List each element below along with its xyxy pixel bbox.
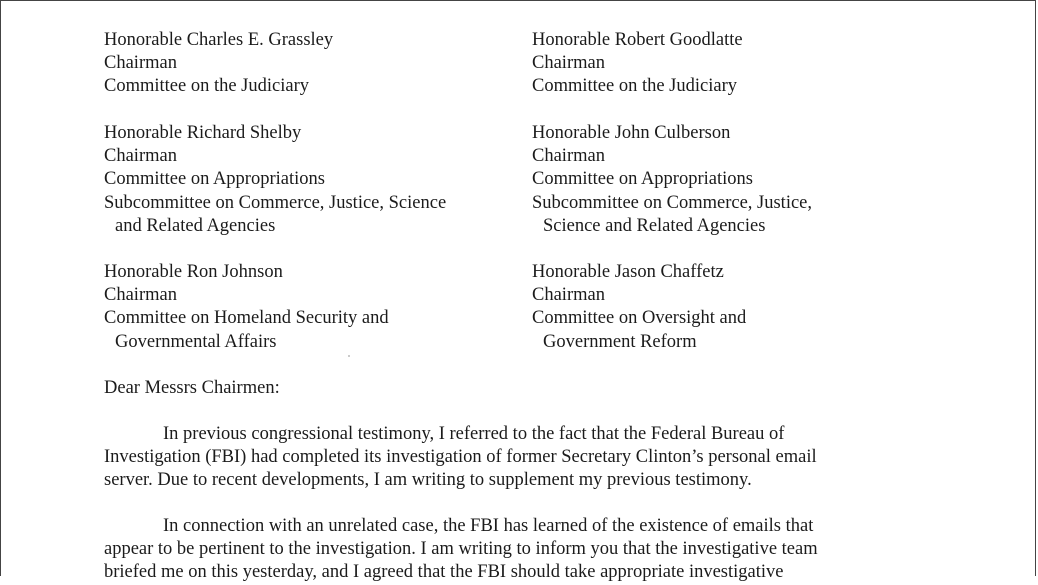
scan-speck	[348, 355, 350, 357]
addressee-committee: Committee on Appropriations	[532, 169, 753, 190]
addressee-subcommittee: Subcommittee on Commerce, Justice,	[532, 192, 813, 213]
salutation	[104, 377, 280, 400]
paragraph-line: appear to be pertinent to the investigation. I am writing to inform you that the investigative team	[104, 539, 818, 560]
salutation-text: Dear Messrs Chairmen:	[104, 378, 280, 398]
addressee-name: Honorable Jason Chaffetz	[532, 262, 724, 282]
paragraph-line: In connection with an unrelated case, the FBI has learned of the existence of emails that	[163, 516, 814, 536]
addressee-name: Honorable Ron Johnson	[104, 262, 283, 282]
addressee-title: Chairman	[104, 146, 177, 167]
paragraph-line: In previous congressional testimony, I referred to the fact that the Federal Bureau of	[163, 424, 785, 444]
addressee-name: Honorable John Culberson	[532, 123, 731, 143]
addressee-chaffetz	[532, 261, 746, 354]
body-paragraph-1	[104, 423, 817, 493]
addressee-committee: Committee on Appropriations	[104, 169, 325, 190]
addressee-culberson	[532, 122, 812, 238]
addressee-committee-cont: Government Reform	[543, 331, 697, 352]
addressee-title: Chairman	[104, 53, 177, 74]
addressee-subcommittee-cont: Science and Related Agencies	[543, 215, 766, 236]
paragraph-line: briefed me on this yesterday, and I agreed that the FBI should take appropriate investigative	[104, 562, 784, 583]
addressee-johnson	[104, 261, 389, 354]
addressee-title: Chairman	[532, 146, 605, 167]
addressee-committee: Committee on Homeland Security and	[104, 308, 389, 329]
body-paragraph-2	[104, 515, 818, 585]
addressee-committee-cont: Governmental Affairs	[115, 331, 277, 352]
addressee-goodlatte	[532, 29, 743, 99]
addressee-name: Honorable Charles E. Grassley	[104, 30, 334, 50]
addressee-committee: Committee on the Judiciary	[532, 76, 737, 97]
addressee-grassley	[104, 29, 333, 99]
addressee-subcommittee-cont: and Related Agencies	[115, 215, 276, 236]
addressee-shelby	[104, 122, 446, 238]
paragraph-line: Investigation (FBI) had completed its investigation of former Secretary Clinton’s personal email	[104, 447, 817, 468]
addressee-name: Honorable Robert Goodlatte	[532, 30, 743, 50]
addressee-committee: Committee on Oversight and	[532, 308, 747, 329]
paragraph-line: server. Due to recent developments, I am writing to supplement my previous testimony.	[104, 470, 752, 491]
addressee-committee: Committee on the Judiciary	[104, 76, 309, 97]
addressee-title: Chairman	[532, 53, 605, 74]
addressee-subcommittee: Subcommittee on Commerce, Justice, Science	[104, 192, 447, 213]
addressee-name: Honorable Richard Shelby	[104, 123, 302, 143]
addressee-title: Chairman	[104, 285, 177, 306]
addressee-title: Chairman	[532, 285, 605, 306]
